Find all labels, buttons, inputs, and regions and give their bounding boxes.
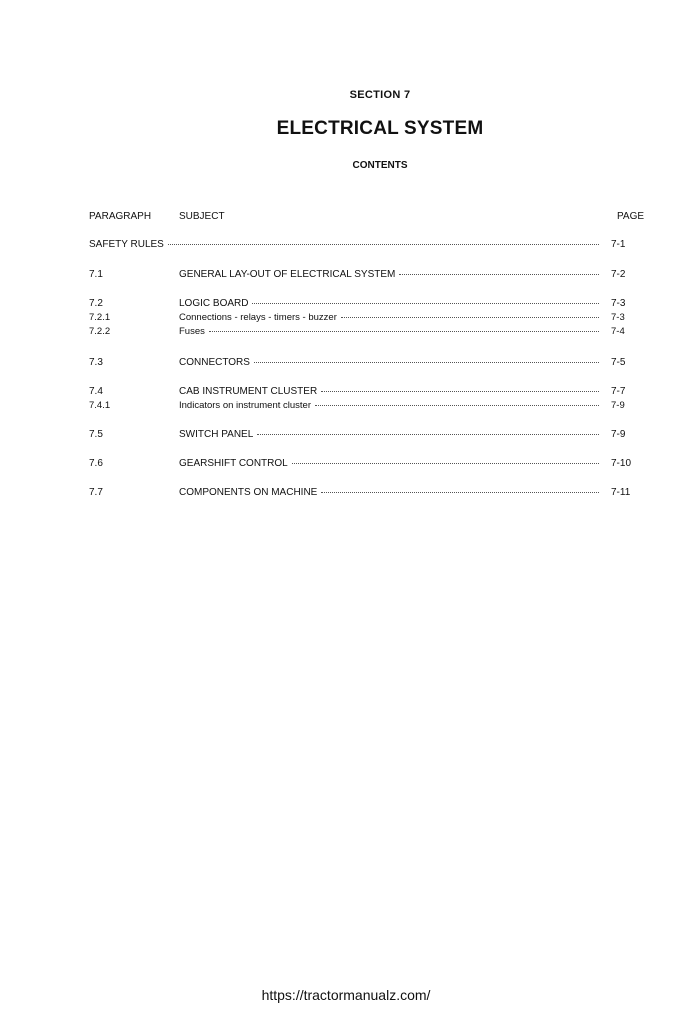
dot-leader [341,317,599,318]
toc-entry [89,311,641,324]
toc-subject [179,356,599,369]
toc-page: 7-2 [611,269,626,280]
dot-leader [315,405,599,406]
toc-page: 7-7 [611,386,626,397]
dot-leader [321,492,599,493]
toc-subject [89,238,599,251]
toc-paragraph: 7.2.1 [89,312,111,323]
contents-label: CONTENTS [352,160,408,171]
toc-subject-text: Indicators on instrument cluster [179,400,312,411]
column-header-paragraph: PARAGRAPH [89,211,152,222]
page-title: ELECTRICAL SYSTEM [276,118,484,139]
toc-entry [89,428,641,441]
toc-entry [89,238,641,251]
toc-entry [89,457,641,470]
toc-entry [89,486,641,499]
toc-paragraph: 7.1 [89,269,103,280]
toc-page: 7-3 [611,312,625,323]
toc-entry [89,399,641,412]
dot-leader [257,434,599,435]
toc-subject [179,428,599,441]
toc-subject [179,268,599,281]
toc-paragraph: 7.5 [89,429,103,440]
dot-leader [254,362,599,363]
toc-subject [179,399,599,412]
toc-subject [179,486,599,499]
toc-subject [179,457,599,470]
toc-subject-text: GENERAL LAY-OUT OF ELECTRICAL SYSTEM [179,269,396,280]
toc-subject [179,297,599,310]
toc-subject-text: CAB INSTRUMENT CLUSTER [179,386,318,397]
section-label: SECTION 7 [349,89,411,101]
toc-page: 7-11 [611,487,631,498]
toc-subject-text: Connections - relays - timers - buzzer [179,312,337,323]
toc-subject-text: COMPONENTS ON MACHINE [179,487,318,498]
dot-leader [321,391,599,392]
toc-entry [89,385,641,398]
dot-leader [292,463,599,464]
dot-leader [399,274,599,275]
toc-subject-text: CONNECTORS [179,357,250,368]
toc-entry [89,297,641,310]
column-header-page: PAGE [617,211,645,222]
toc-paragraph: 7.4.1 [89,400,111,411]
dot-leader [252,303,599,304]
toc-paragraph: 7.3 [89,357,103,368]
toc-page: 7-9 [611,429,626,440]
toc-subject-text: LOGIC BOARD [179,298,249,309]
toc-page: 7-1 [611,239,626,250]
toc-paragraph: 7.2.2 [89,326,111,337]
toc-subject-text: SWITCH PANEL [179,429,254,440]
toc-paragraph: 7.6 [89,458,103,469]
toc-subject-text: GEARSHIFT CONTROL [179,458,288,469]
toc-paragraph: 7.4 [89,386,103,397]
toc-entry [89,356,641,369]
toc-page: 7-5 [611,357,626,368]
dot-leader [209,331,599,332]
toc-subject [179,385,599,398]
column-header-subject: SUBJECT [179,211,225,222]
toc-paragraph: 7.2 [89,298,103,309]
toc-subject-text: Fuses [179,326,205,337]
toc-page: 7-3 [611,298,626,309]
toc-page: 7-10 [611,458,632,469]
toc-page: 7-9 [611,400,625,411]
toc-subject [179,325,599,338]
dot-leader [168,244,599,245]
toc-entry [89,268,641,281]
toc-entry [89,325,641,338]
toc-subject [179,311,599,324]
toc-subject-text: SAFETY RULES [89,239,164,250]
footer-url: https://tractormanualz.com/ [261,987,431,1003]
toc-paragraph: 7.7 [89,487,103,498]
toc-page: 7-4 [611,326,625,337]
